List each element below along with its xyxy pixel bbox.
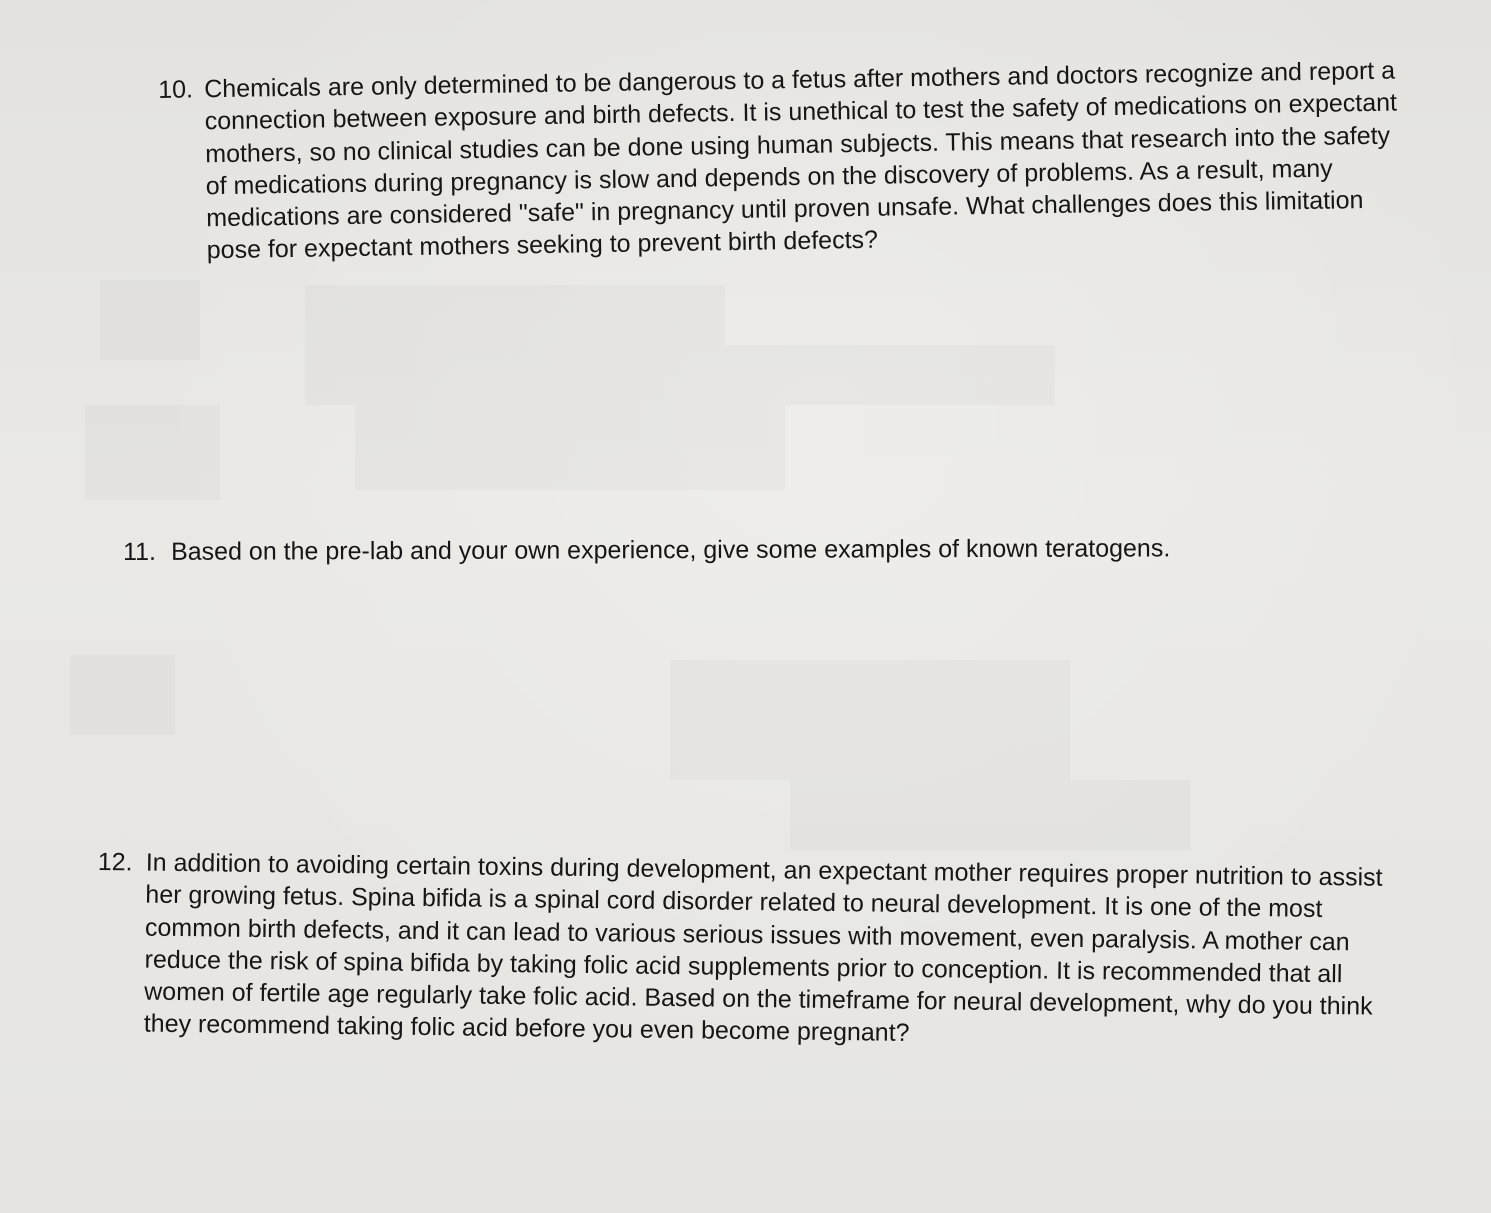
bleed-through-shadow — [305, 285, 725, 345]
question-number: 12. — [97, 847, 133, 877]
question-number: 11. — [123, 537, 157, 566]
question-text: Chemicals are only determined to be dangerous to a fetus after mothers and doctors recognize and report a connection between exposure and birth defects. It is unethical to test the safety of medications on expectant mothers, so no clinical studies can be done using human subjects. This means that research into the safety of medications during pregnancy is slow and depends on the discovery of problems. As a result, many medications are considered "safe" in pregnancy until proven unsafe. What challenges does this limitation pose for expectant mothers seeking to prevent birth defects? — [204, 56, 1398, 265]
bleed-through-shadow — [85, 405, 220, 500]
bleed-through-shadow — [355, 405, 785, 490]
bleed-through-shadow — [305, 345, 1055, 405]
question-text: Based on the pre-lab and your own experience, give some examples of known teratogens. — [171, 534, 1171, 566]
question-11 — [123, 532, 1373, 569]
question-12 — [96, 846, 1418, 1056]
question-number: 10. — [158, 75, 194, 104]
bleed-through-shadow — [70, 655, 175, 735]
bleed-through-shadow — [100, 280, 200, 360]
bleed-through-shadow — [670, 660, 1070, 780]
bleed-through-shadow — [790, 780, 1190, 850]
question-text: In addition to avoiding certain toxins during development, an expectant mother requires proper nutrition to assist her growing fetus. Spina bifida is a spinal cord disorder related to neural development. It is one of the most common birth defects, and it can lead to various serious issues with movement, even paralysis. A mother can reduce the risk of spina bifida by taking folic acid supplements prior to conception. It is recommended that all women of fertile age regularly take folic acid. Based on the timeframe for neural development, why do you think they recommend taking folic acid before you even become pregnant? — [143, 848, 1383, 1048]
question-10 — [158, 55, 1401, 268]
